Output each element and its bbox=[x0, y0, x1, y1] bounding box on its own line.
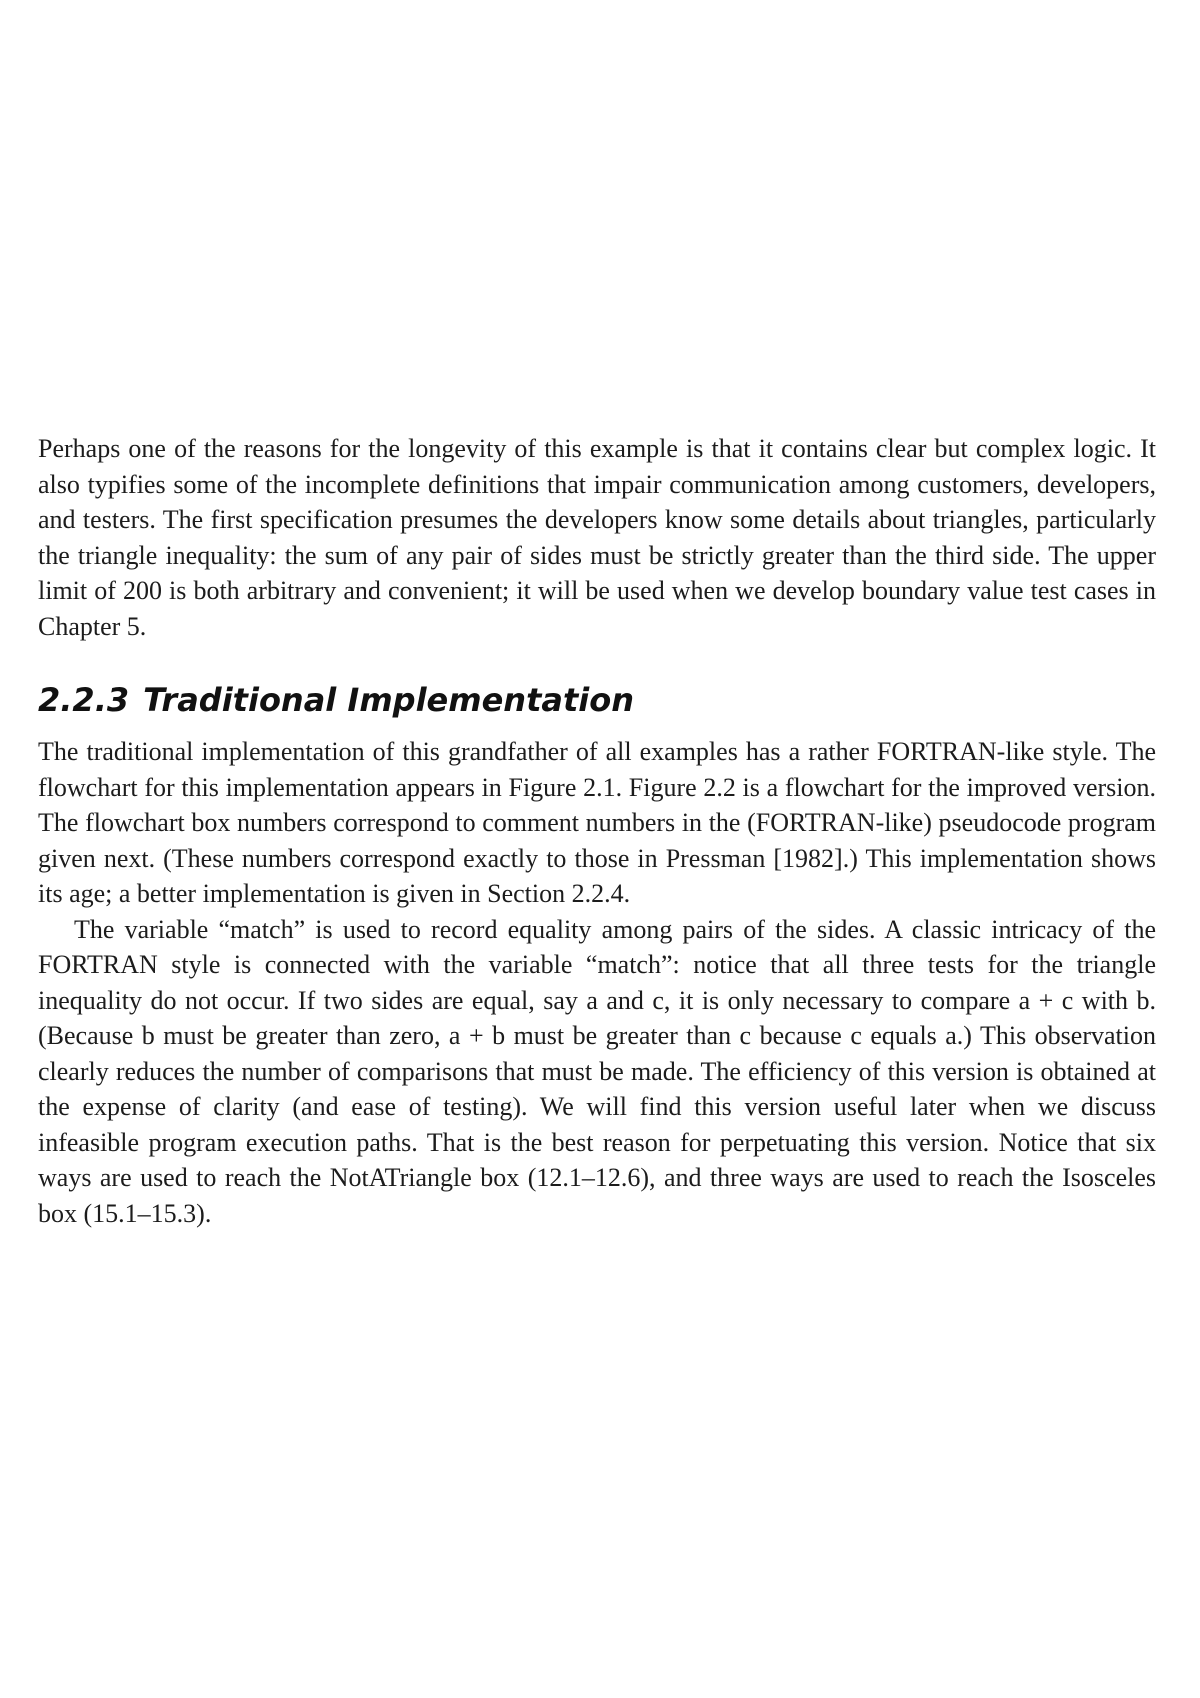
section-number: 2.2.3 bbox=[38, 681, 130, 719]
section-title: Traditional Implementation bbox=[143, 681, 634, 719]
section-heading bbox=[38, 680, 1156, 720]
body-paragraph-1: The traditional implementation of this grandfather of all examples has a rather FORTRAN-like style. The flowchart for this implementation appears in Figure 2.1. Figure 2.2 is a flowchart for the improved version. The flowchart box numbers correspond to comment numbers in the (FORTRAN-like) pseudocode program given next. (These numbers correspond exactly to those in Pressman [1982].) This implementation shows its age; a better implementation is given in Section 2.2.4. bbox=[38, 737, 1156, 908]
body-paragraph-2: The variable “match” is used to record equality among pairs of the sides. A classic intricacy of the FORTRAN style is connected with the variable “match”: notice that all three tests for the triangle inequality do not occur. If two sides are equal, say a and c, it is only necessary to compare a + c with b. (Because b must be greater than zero, a + b must be greater than c because c equals a.) This observation clearly reduces the number of comparisons that must be made. The efficiency of this version is obtained at the expense of clarity (and ease of testing). We will find this version useful later when we discuss infeasible program execution paths. That is the best reason for perpetuating this version. Notice that six ways are used to reach the NotATriangle box (12.1–12.6), and three ways are used to reach the Isosceles box (15.1–15.3). bbox=[38, 914, 1156, 1228]
text-column bbox=[38, 431, 1156, 1231]
intro-paragraph: Perhaps one of the reasons for the longevity of this example is that it contains clear but complex logic. It also typifies some of the incomplete definitions that impair communication among customers, developers, and testers. The first specification presumes the developers know some details about triangles, particularly the triangle inequality: the sum of any pair of sides must be strictly greater than the third side. The upper limit of 200 is both arbitrary and convenient; it will be used when we develop boundary value test cases in Chapter 5. bbox=[38, 434, 1156, 641]
